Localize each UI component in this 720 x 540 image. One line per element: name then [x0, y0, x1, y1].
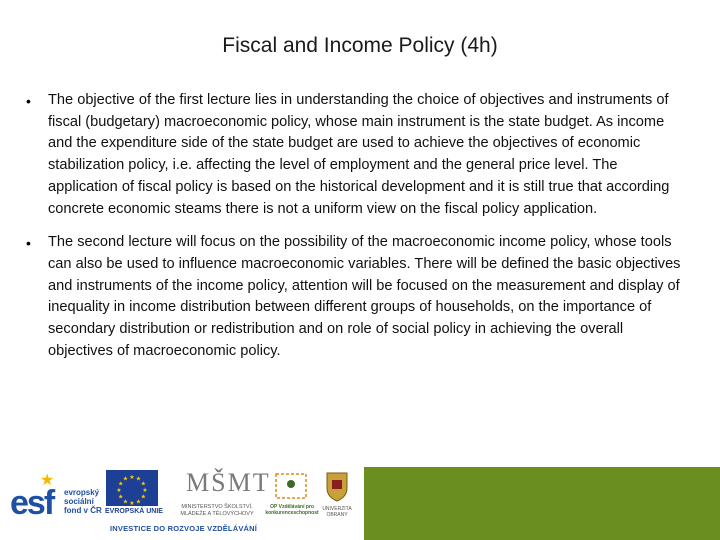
msmt-label: MINISTERSTVO ŠKOLSTVÍ, MLÁDEŽE A TĚLOVÝCHOVY — [180, 504, 254, 517]
bullet-dot: • — [26, 93, 31, 109]
svg-text:★: ★ — [122, 498, 129, 506]
bullet-item — [26, 90, 688, 220]
svg-text:★: ★ — [129, 474, 135, 481]
svg-text:★: ★ — [140, 493, 146, 501]
investment-slogan: INVESTICE DO ROZVOJE VZDĚLÁVÁNÍ — [110, 524, 258, 533]
op-logo-icon — [272, 470, 312, 502]
svg-text:★: ★ — [122, 475, 129, 483]
bullet-text: The objective of the first lecture lies in understanding the choice of objectives and instruments of fiscal (budgetary) macroeconomic policy, whose main instrument is the state budget. As income and the expenditure side of the state budget are used to achieve the objectives of economic stabilization policy, i.e. affecting the level of employment and the general price level. The application of fiscal policy is based on the historical development and it is still true that according concrete economic steams there is not a uniform view on the fiscal policy application. — [48, 92, 670, 217]
svg-text:★: ★ — [135, 475, 142, 483]
eu-label: EVROPSKÁ UNIE — [105, 508, 163, 515]
star-icon: ★ — [40, 472, 55, 489]
msmt-logo — [186, 468, 271, 504]
msmt-logo-mark: MŠMT — [186, 468, 271, 497]
esf-logo-mark: esf — [10, 484, 54, 522]
bullet-list — [26, 90, 688, 374]
slide-title: Fiscal and Income Policy (4h) — [222, 34, 498, 57]
university-crest-icon — [324, 470, 350, 502]
esf-logo — [10, 470, 102, 520]
university-label: UNIVERZITA OBRANY — [322, 506, 352, 518]
svg-text:★: ★ — [142, 487, 148, 494]
svg-text:★: ★ — [118, 493, 124, 501]
esf-logo-text: evropský sociální fond v ČR — [64, 488, 102, 515]
bullet-dot: • — [26, 235, 31, 252]
bullet-text: The second lecture will focus on the possibility of the macroeconomic income policy, whose tools can also be used to influence macroeconomic variables. There will be defined the basic objectives and instruments of the income policy, attention will be focused on the measurement and display of inequality in income distribution between different groups of households, on the importance of secondary distribution or redistribution and on role of social policy in achieving the overall objectives of macroeconomic policy. — [48, 234, 681, 359]
svg-text:★: ★ — [118, 480, 124, 488]
logo-strip — [0, 462, 364, 540]
op-label: OP Vzdělávání pro konkurenceschopnost — [265, 504, 319, 516]
svg-text:★: ★ — [116, 487, 122, 494]
svg-text:★: ★ — [135, 498, 142, 506]
bullet-item — [26, 232, 688, 362]
svg-text:★: ★ — [129, 500, 135, 506]
eu-flag-icon — [106, 470, 158, 506]
footer-green-block — [364, 467, 720, 540]
svg-text:★: ★ — [140, 480, 146, 488]
